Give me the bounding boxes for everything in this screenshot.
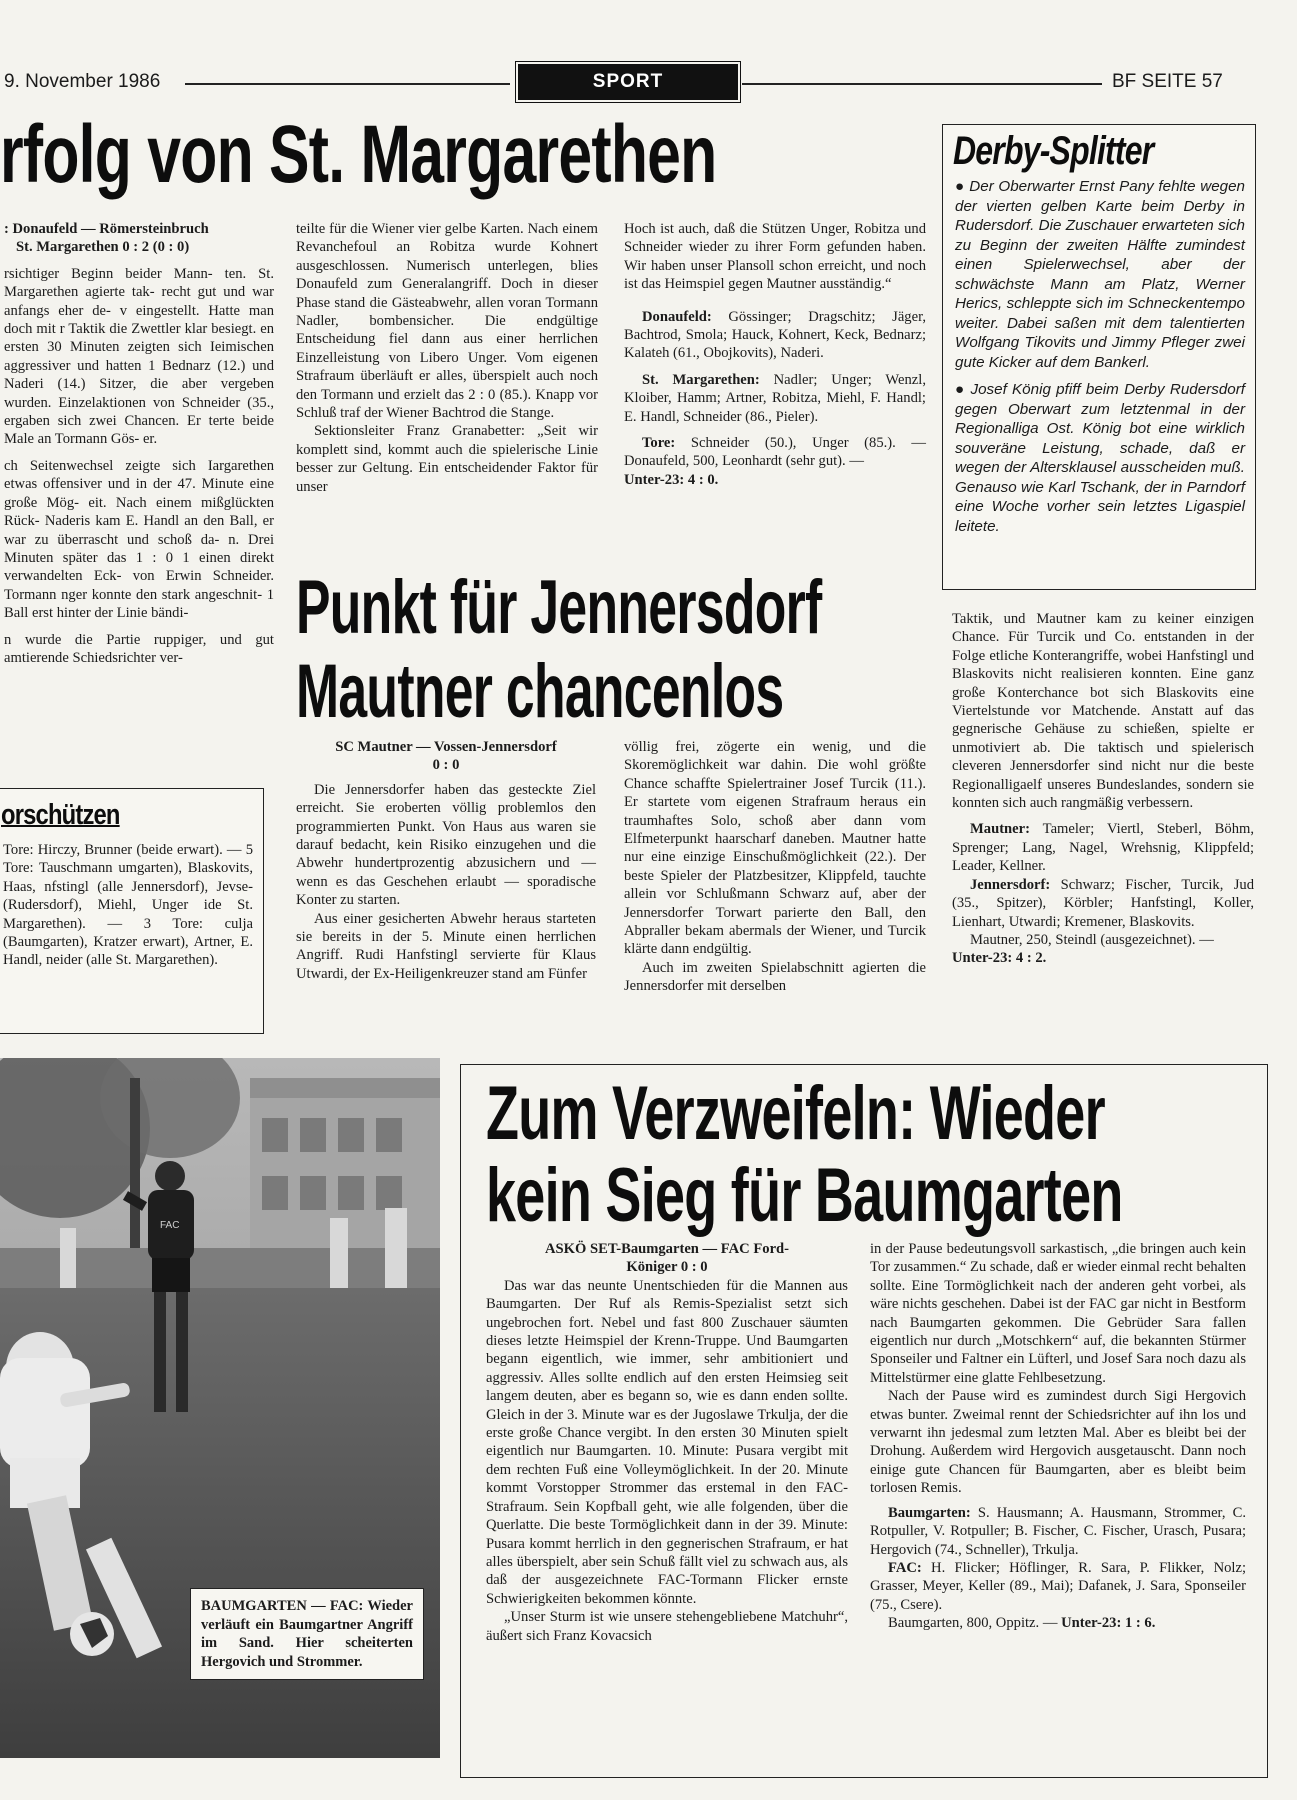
lineup-jennersdorf: Schwarz; Fischer, Turcik, Jud (35., Spitzer), Körbler; Hanfstingl, Koller, Lienhart, Utwardi; Kremener, Blaskovits. (952, 876, 1254, 930)
derby-body (955, 177, 1245, 536)
article1-headline: rfolg von St. Margarethen (0, 109, 717, 200)
article3-column-1 (486, 1240, 848, 1645)
lineup-label: Donaufeld: (642, 308, 712, 325)
article1-paragraph: teilte für die Wiener vier gelbe Karten. Nach einem Revanchefoul an Robitza wurde Kohnert ausgeschlossen. Numerisch unterlegen, blies Donaufeld zum Generalangriff. Doch in dieser Phase stand die Gästeabwehr, allen voran Tormann Nadler, bombensicher. Die endgültige Entscheidung fiel dann aus einer herrlichen Einzelleistung von Libero Unger. Vom eigenen Strafraum überläuft er alles, überspielt auch noch den Tormann und erzielt das 2 : 0 (85.). Knapp vor Schluß traf der Wiener Bachtrod die Stange. (296, 221, 598, 422)
article2-score: 0 : 0 (432, 757, 460, 774)
article3-headline: Zum Verzweifeln: Wieder (486, 1071, 1105, 1156)
match-footer: Mautner, 250, Steindl (ausgezeichnet). — (970, 931, 1214, 948)
goals-text: Schneider (50.), Unger (85.). — Donaufeld, 500, Leonhardt (sehr gut). — (624, 435, 926, 470)
article2-subheadline: Mautner chancenlos (296, 649, 784, 734)
scorers-title: orschützen (1, 799, 120, 831)
derby-item: ● Der Oberwarter Ernst Pany fehlte wegen der vierten gelben Karte beim Derby in Rudersdorf. Die Zuschauer erwarteten sich zu Beginn der zweiten Hälfte zumindest einen Spielerwechsel, aber der schwächste Mann am Platz, Werner Herics, schleppte sich im Schneckentempo weiter. Dabei saßen mit dem talentierten Wolfgang Tikovits und Jimmy Pfleger zwei gute Kicker auf dem Bankerl. (955, 178, 1245, 371)
u23-result: Unter-23: 4 : 0. (624, 471, 719, 488)
article3-match: ASKÖ SET-Baumgarten — FAC Ford- (544, 1241, 790, 1257)
article3-paragraph: in der Pause bedeutungsvoll sarkastisch, „die bringen auch kein Tor zusammen.“ Zu schade, daß er wieder einmal recht behalten sollte. Eine Tormöglichkeit nach der anderen geht vorbei, als wäre nichts geschehen. Dabei ist der FAC gar nicht in Bestform nach Baumgarten gekommen. Die Gebrüder Sara fallen eigentlich nur durch „Motschkern“ auf, die bekannten Stürmer Sponseiler und Faltner ein Lüfterl, und Josef Sara noch dazu als Mittelstürmer eine glatte Fehlbesetzung. (870, 1241, 1246, 1386)
derby-splitter-box (942, 124, 1256, 590)
scorers-body (3, 841, 253, 970)
article2-match: SC Mautner — Vossen-Jennersdorf (335, 739, 557, 755)
page-number: BF SEITE 57 (1112, 71, 1223, 92)
issue-date: 9. November 1986 (4, 71, 161, 92)
article1-score: St. Margarethen 0 : 2 (0 : 0) (16, 239, 190, 256)
article2-paragraph: Taktik, und Mautner kam zu keiner einzigen Chance. Für Turcik und Co. entstanden in der Folge etliche Konterangriffe, wobei Hanfstingl und Blaskovits nicht realisieren konnten. Eine ganz große Konterchance bot sich Blaskovits eine Viertelstunde vor Matchende. Anstatt auf das gegnerische Gehäuse zu schießen, spielte er unmotiviert ab. Die taktisch und spielerisch cleveren Jennersdorfer sind nicht nur die beste Regionalligaelf unseres Bundeslandes, sondern sie konnten sich auch rangmäßig verbessern. (952, 611, 1254, 812)
article2-paragraph: Die Jennersdorfer haben das gesteckte Ziel erreicht. Sie eroberten völlig problemlos den programmierten Punkt. Von Haus aus waren sie darauf bedacht, kein Risiko einzugehen und die Abwehr hundertprozentig abzusichern und — wenn es das Geschehen erlaubt — sporadische Konter zu starten. (296, 781, 596, 909)
article1-paragraph: ch Seitenwechsel zeigte sich Iargarethen etwas offensiver und in der 47. Minute eine große Mög- eit. Nach einem mißglückten Rück- Naderis kam E. Handl an den Ball, er war zu überrascht und schoß da- n. Drei Minuten später das 1 : 0 1 einen direkt verwandelten Eck- von Erwin Schneider. Tormann nger konnte den stark angeschnit- 1 Ball erst hinter der Linie bändi- (4, 457, 274, 622)
lineup-label: St. Margarethen: (642, 371, 760, 388)
derby-item: ● Josef König pfiff beim Derby Rudersdorf gegen Oberwart zum letztenmal in der Regionalliga Ost. König bot eine wirklich souveräne Leistung, schade, daß er wegen der Altersklausel ausscheiden muß. Genauso wie Karl Tschank, der in Parndorf eine Woche vorher sein letztes Ligaspiel leitete. (955, 381, 1245, 535)
article1-paragraph: Sektionsleiter Franz Granabetter: „Seit wir komplett sind, kommt auch die spielerische Linie besser zur Geltung. Ein entscheidender Faktor für unser (296, 423, 598, 495)
derby-title: Derby-Splitter (953, 129, 1154, 173)
article3-paragraph: Nach der Pause wird es zumindest durch Sigi Hergovich etwas bunter. Zweimal rennt der Schiedsrichter auf ihn los und verwarnt ihn jedesmal zum letzten Mal. Aber es bleibt bei der Drohung. Außerdem wird Hergovich ausgetauscht. Dann noch einige gute Chancen für Baumgarten, aber es bleibt beim torlosen Remis. (870, 1388, 1246, 1497)
match-footer: Baumgarten, 800, Oppitz. — (888, 1615, 1058, 1632)
lineup-fac: H. Flicker; Höflinger, R. Sara, P. Flikker, Nolz; Grasser, Meyer, Keller (89., Mai); Dafanek, J. Sara, Sponseiler (75., Csere). (870, 1559, 1246, 1613)
article1-column-1 (4, 220, 274, 667)
u23-result: Unter-23: 4 : 2. (952, 950, 1047, 967)
lineup-mautner: Tameler; Viertl, Steberl, Böhm, Sprenger; Lang, Nagel, Wrehsnig, Klippfeld; Leader, Kellner. (952, 821, 1254, 875)
article2-column-1 (296, 738, 596, 983)
article2-column-3 (952, 610, 1254, 968)
article2-headline: Punkt für Jennersdorf (296, 565, 822, 650)
photo-caption: BAUMGARTEN — FAC: Wieder verläuft ein Baumgartner Angriff im Sand. Hier scheiterten Hergovich und Strommer. (190, 1588, 424, 1680)
article1-paragraph: Hoch ist auch, daß die Stützen Unger, Robitza und Schneider wieder zu ihrer Form gefunden haben. Wir haben unser Plansoll schon erreicht, und noch ist das Heimspiel gegen Mautner ausständig.“ (624, 221, 926, 293)
jersey-text: FAC (160, 1220, 180, 1231)
lineup-donaufeld: Gössinger; Dragschitz; Jäger, Bachtrod, Smola; Hauck, Kohnert, Keck, Bednarz; Kalateh (61., Obojkovits), Naderi. (624, 308, 926, 362)
lineup-st-margarethen: Nadler; Unger; Wenzl, Kloiber, Hamm; Artner, Robitza, Miehl, F. Handl; E. Handl, Schneider (86., Pieler). (624, 371, 926, 425)
article1-column-3 (624, 220, 926, 489)
lineup-label: Jennersdorf: (970, 876, 1051, 893)
scorers-text: Tore: Hirczy, Brunner (beide erwart). — 5 Tore: Tauschmann umgarten), Blaskovits, Haas, nfstingl (alle Jennersdorf), Jevse- (Rudersdorf), Miehl, Unger ide St. Margarethen). — 3 Tore: culja (Baumgarten), Kratzer erwart), Artner, E. Handl, neider (alle St. Margarethen). (3, 842, 253, 969)
header-rule-right (742, 83, 1102, 85)
article2-column-2 (624, 738, 926, 996)
u23-result: Unter-23: 1 : 6. (1061, 1615, 1156, 1632)
article1-match: : Donaufeld — Römersteinbruch (4, 221, 209, 237)
article3-paragraph: „Unser Sturm ist wie unsere stehengebliebene Matchuhr“, äußert sich Franz Kovacsich (486, 1609, 848, 1644)
article1-paragraph: rsichtiger Beginn beider Mann- ten. St. Margarethen agierte tak- recht gut und war anfangs eher de- v eingestellt. Hatte man doch mit r Taktik die Zwettler klar besiegt. en ersten 30 Minuten zeigten sich Ieimischen aggressiver und hatten 1 Bednarz (12.) und Naderi (14.) Sitzer, die aber vergeben wurden. Einzelaktionen von Schneider (35., ergaben sich zwei Chancen. Er terte beide Male an Tormann Gös- er. (4, 265, 274, 448)
goals-label: Tore: (642, 435, 676, 452)
article1-paragraph: n wurde die Partie ruppiger, und gut amtierende Schiedsrichter ver- (4, 631, 274, 666)
lineup-label: FAC: (888, 1559, 922, 1576)
article2-paragraph: völlig frei, zögerte ein wenig, und die Skoremöglichkeit war dahin. Die wohl größte Chance schaffte Spielertrainer Josef Turcik (11.). Er startete vom eigenen Strafraum heraus ein traumhaftes Solo, schoß aber dann vom Elfmeterpunkt haarscharf daneben. Mautner hatte nur eine einzige Einschußmöglichkeit (22.). Der beste Spieler der Platzbesitzer, Klippfeld, tauchte allein vor Schlußmann Schwarz auf, aber der Jennersdorfer Torwart parierte den Ball, den Abpraller bekam abermals der Wiener, und Turcik klärte dann endgültig. (624, 739, 926, 958)
lineup-baumgarten: S. Hausmann; A. Hausmann, Strommer, C. Rotpuller, V. Rotpuller; B. Fischer, C. Fischer, Urasch, Pusara; Hergovich (74., Schneller), Trkulja. (870, 1504, 1246, 1558)
top-scorers-box (0, 788, 264, 1034)
article2-paragraph: Auch im zweiten Spielabschnitt agierten die Jennersdorfer mit derselben (624, 959, 926, 995)
article3-paragraph: Das war das neunte Unentschieden für die Mannen aus Baumgarten. Der Ruf als Remis-Spezialist setzt sich ungebrochen fort. Nebel und fast 800 Zuschauer säumten dieses letzte Heimspiel der Krenn-Truppe. Und Baumgarten begann eigentlich, wie immer, sehr ambitioniert und aggressiv. Alles sollte endlich auf den ersten Heimsieg seit langem deuten, aber es begann so, wie es dann enden sollte. Gleich in der 3. Minute war es der Jugoslawe Trkulja, der die erste große Chance vergibt. In den ersten 30 Minuten spielt eigentlich nur Baumgarten. 10. Minute: Pusara vergibt mit dem rechten Fuß eine Volleymöglichkeit. In der 20. Minute kommt Vorstopper Strommer das erstemal in den FAC-Strafraum. Sein Kopfball geht, wie alle folgenden, über die Querlatte. Die beste Tormöglichkeit dann in der 39. Minute: Pusara kommt herrlich in den gegnerischen Strafraum, er hat alles überspielt, aber sein Schuß fällt viel zu schwach aus, als daß der ausgezeichnete FAC-Tormann Flicker ernste Schwierigkeiten bekommen könnte. (486, 1277, 848, 1607)
lineup-label: Baumgarten: (888, 1504, 971, 1521)
section-label: SPORT (518, 64, 738, 100)
lineup-label: Mautner: (970, 821, 1030, 838)
article1-column-2 (296, 220, 598, 496)
article3-column-2 (870, 1240, 1246, 1633)
header-rule-left (185, 83, 510, 85)
article3-score: Königer 0 : 0 (626, 1259, 708, 1276)
article3-subheadline: kein Sieg für Baumgarten (486, 1153, 1123, 1238)
article2-paragraph: Aus einer gesicherten Abwehr heraus starteten sie bereits in der 5. Minute einen herrlichen Angriff. Rudi Hanfstingl servierte für Klaus Utwardi, der Ex-Heiligenkreuzer stand am Fünfer (296, 910, 596, 982)
